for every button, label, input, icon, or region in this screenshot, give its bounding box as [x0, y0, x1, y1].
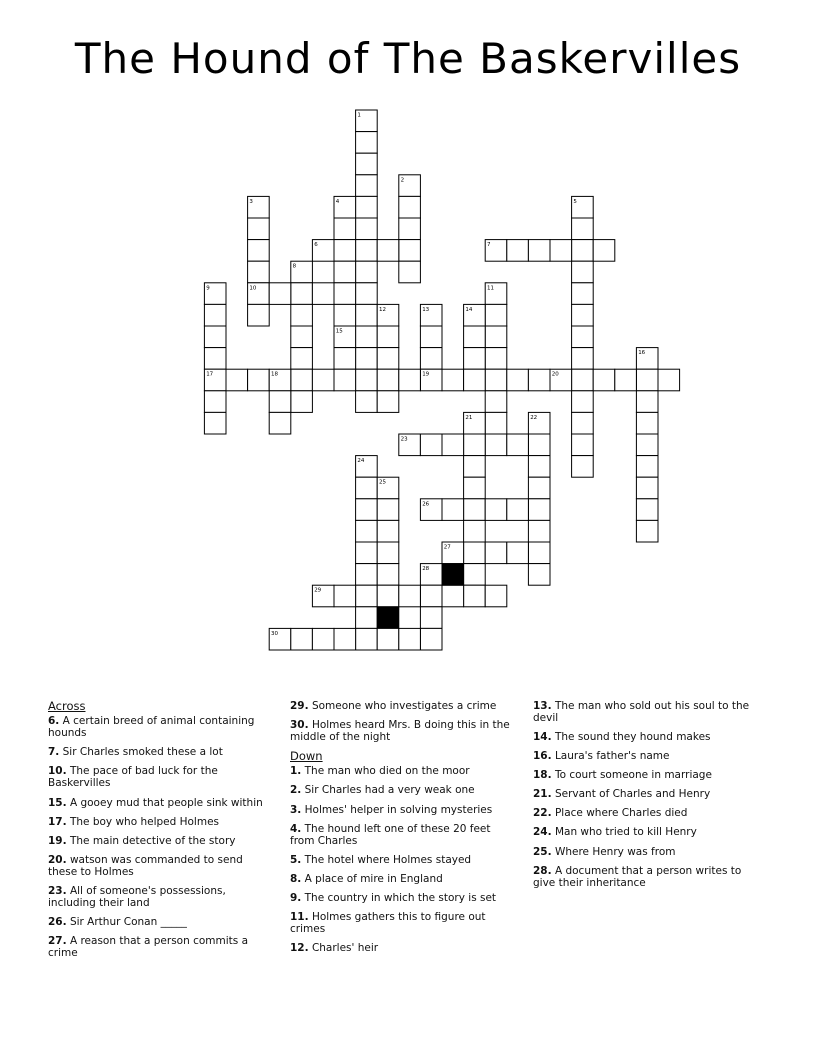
- grid-cell[interactable]: [356, 369, 378, 391]
- grid-cell[interactable]: [485, 326, 507, 348]
- grid-cell[interactable]: [420, 348, 442, 370]
- grid-cell[interactable]: [442, 585, 464, 607]
- grid-cell[interactable]: [528, 369, 550, 391]
- grid-cell[interactable]: [636, 369, 658, 391]
- clue-number: 10.: [48, 765, 67, 778]
- grid-cell[interactable]: [356, 326, 378, 348]
- grid-cell[interactable]: [334, 218, 356, 240]
- grid-cell[interactable]: [334, 261, 356, 283]
- grid-cell[interactable]: [399, 369, 421, 391]
- grid-cell[interactable]: [442, 434, 464, 456]
- grid-cell[interactable]: [636, 520, 658, 542]
- clue-number: 21.: [533, 788, 552, 801]
- clue-text: Place where Charles died: [551, 807, 688, 820]
- cell-number: 24: [357, 458, 365, 465]
- cell-number: 9: [206, 285, 210, 292]
- grid-cell[interactable]: [248, 261, 270, 283]
- grid-cell[interactable]: [248, 218, 270, 240]
- grid-cell[interactable]: [464, 326, 486, 348]
- grid-cell[interactable]: [377, 542, 399, 564]
- clue-item: [48, 916, 263, 928]
- grid-cell[interactable]: [464, 499, 486, 521]
- clue-text: Sir Arthur Conan _____: [66, 915, 187, 928]
- cell-number: 6: [314, 242, 318, 249]
- cell-number: 16: [638, 350, 646, 357]
- grid-cell[interactable]: [593, 240, 615, 262]
- cell-number: 2: [400, 177, 405, 184]
- clue-number: 3.: [290, 803, 302, 816]
- grid-cell[interactable]: [204, 391, 226, 413]
- grid-cell[interactable]: [572, 240, 594, 262]
- grid-cell[interactable]: [485, 542, 507, 564]
- grid-cell[interactable]: [528, 564, 550, 586]
- clue-text: Man who tried to kill Henry: [551, 826, 697, 839]
- clue-item: [48, 835, 263, 847]
- cell-number: 7: [487, 242, 491, 249]
- cell-number: 21: [465, 414, 473, 421]
- clue-item: [533, 750, 758, 762]
- clue-item: [290, 873, 512, 885]
- grid-cell[interactable]: [485, 434, 507, 456]
- grid-cell[interactable]: [356, 218, 378, 240]
- grid-cell[interactable]: [572, 391, 594, 413]
- cell-number: 17: [206, 371, 214, 378]
- clue-text: A gooey mud that people sink within: [66, 796, 263, 809]
- clue-text: Charles' heir: [308, 942, 379, 955]
- clue-text: The main detective of the story: [66, 834, 236, 847]
- clue-item: [290, 765, 512, 777]
- grid-cell[interactable]: [269, 391, 291, 413]
- grid-cell[interactable]: [291, 369, 313, 391]
- grid-cell[interactable]: [377, 369, 399, 391]
- grid-cell[interactable]: [377, 520, 399, 542]
- cell-number: 29: [314, 587, 322, 594]
- grid-cell[interactable]: [291, 348, 313, 370]
- grid-cell[interactable]: [485, 412, 507, 434]
- clue-text: The boy who helped Holmes: [66, 815, 220, 828]
- clue-text: watson was commanded to send these to Holmes: [48, 853, 243, 878]
- clue-text: The man who sold out his soul to the devil: [533, 700, 750, 725]
- cell-number: 19: [422, 371, 430, 378]
- cell-number: 5: [573, 198, 577, 205]
- grid-cell[interactable]: [356, 520, 378, 542]
- clue-item: [533, 731, 758, 743]
- grid-cell[interactable]: [334, 240, 356, 262]
- grid-cell[interactable]: [334, 585, 356, 607]
- grid-cell[interactable]: [377, 628, 399, 650]
- clue-column-1: [48, 700, 263, 966]
- clue-item: [48, 715, 263, 739]
- clue-number: 6.: [48, 715, 60, 728]
- grid-cell[interactable]: [377, 391, 399, 413]
- clue-text: Sir Charles had a very weak one: [301, 784, 475, 797]
- clue-number: 4.: [290, 822, 302, 835]
- grid-cell[interactable]: [485, 499, 507, 521]
- clue-text: Where Henry was from: [551, 845, 676, 858]
- clue-number: 23.: [48, 884, 67, 897]
- clue-text: Holmes gathers this to figure out crimes: [290, 910, 486, 935]
- grid-cell[interactable]: [572, 412, 594, 434]
- clue-text: The pace of bad luck for the Baskervilles: [48, 765, 218, 790]
- cell-number: 27: [443, 544, 451, 551]
- clue-item: [533, 865, 758, 889]
- clue-item: [290, 892, 512, 904]
- clue-item: [48, 765, 263, 789]
- grid-cell[interactable]: [485, 391, 507, 413]
- cell-number: 4: [335, 198, 340, 205]
- grid-cell[interactable]: [291, 326, 313, 348]
- grid-cell[interactable]: [269, 412, 291, 434]
- grid-cell[interactable]: [464, 564, 486, 586]
- black-cell: [442, 564, 464, 586]
- clue-item: [48, 935, 263, 959]
- grid-cell[interactable]: [356, 153, 378, 175]
- clue-item: [48, 746, 263, 758]
- grid-cell[interactable]: [356, 564, 378, 586]
- clue-item: [290, 942, 512, 954]
- grid-cell[interactable]: [507, 369, 529, 391]
- clue-text: A document that a person writes to give their inheritance: [533, 864, 742, 889]
- grid-cell[interactable]: [248, 369, 270, 391]
- clue-number: 11.: [290, 910, 309, 923]
- grid-cell[interactable]: [442, 369, 464, 391]
- cell-number: 14: [465, 306, 473, 313]
- cell-number: 25: [379, 479, 386, 486]
- across-heading: Across: [48, 699, 86, 713]
- clue-text: Someone who investigates a crime: [308, 700, 497, 712]
- grid-cell[interactable]: [420, 628, 442, 650]
- grid-cell[interactable]: [507, 240, 529, 262]
- cell-number: 22: [530, 414, 538, 421]
- grid-cell[interactable]: [377, 240, 399, 262]
- grid-cell[interactable]: [399, 240, 421, 262]
- grid-cell[interactable]: [334, 628, 356, 650]
- clue-number: 24.: [533, 826, 552, 839]
- grid-cell[interactable]: [485, 348, 507, 370]
- clue-number: 12.: [290, 942, 309, 955]
- clue-number: 9.: [290, 891, 302, 904]
- grid-cell[interactable]: [464, 542, 486, 564]
- cell-number: 30: [271, 630, 278, 637]
- grid-cell[interactable]: [356, 628, 378, 650]
- grid-cell[interactable]: [615, 369, 637, 391]
- grid-cell[interactable]: [528, 477, 550, 499]
- grid-cell[interactable]: [248, 240, 270, 262]
- grid-cell[interactable]: [399, 196, 421, 218]
- grid-cell[interactable]: [356, 196, 378, 218]
- black-cell: [377, 607, 399, 629]
- grid-cell[interactable]: [528, 456, 550, 478]
- clue-text: A place of mire in England: [301, 872, 443, 885]
- grid-cell[interactable]: [204, 326, 226, 348]
- grid-cell[interactable]: [269, 283, 291, 305]
- cell-number: 18: [271, 371, 278, 378]
- grid-cell[interactable]: [464, 348, 486, 370]
- grid-cell[interactable]: [356, 175, 378, 197]
- clue-item: [533, 700, 758, 724]
- grid-cell[interactable]: [593, 369, 615, 391]
- clue-number: 22.: [533, 807, 552, 820]
- clue-item: [48, 885, 263, 909]
- grid-cell[interactable]: [636, 499, 658, 521]
- grid-cell[interactable]: [572, 456, 594, 478]
- cell-number: 28: [422, 566, 430, 573]
- grid-cell[interactable]: [420, 326, 442, 348]
- grid-cell[interactable]: [356, 132, 378, 154]
- clue-number: 1.: [290, 765, 302, 778]
- clue-text: The sound they hound makes: [551, 731, 711, 744]
- grid-cell[interactable]: [356, 391, 378, 413]
- grid-cell[interactable]: [204, 304, 226, 326]
- clue-number: 5.: [290, 853, 302, 866]
- clue-number: 27.: [48, 935, 67, 948]
- clue-number: 29.: [290, 700, 309, 712]
- grid-cell[interactable]: [550, 240, 572, 262]
- clue-text: The hotel where Holmes stayed: [301, 853, 472, 866]
- clue-text: Sir Charles smoked these a lot: [59, 746, 223, 759]
- cell-number: 8: [292, 263, 297, 270]
- grid-cell[interactable]: [507, 499, 529, 521]
- grid-cell[interactable]: [356, 477, 378, 499]
- cell-number: 20: [551, 371, 559, 378]
- grid-cell[interactable]: [399, 628, 421, 650]
- grid-cell[interactable]: [528, 542, 550, 564]
- clue-column-3: [533, 700, 758, 896]
- grid-cell[interactable]: [312, 283, 334, 305]
- grid-cell[interactable]: [464, 520, 486, 542]
- grid-cell[interactable]: [636, 391, 658, 413]
- clue-item: [290, 700, 512, 712]
- clue-number: 17.: [48, 815, 67, 828]
- clue-item: [290, 823, 512, 847]
- grid-cell[interactable]: [356, 348, 378, 370]
- grid-cell[interactable]: [485, 369, 507, 391]
- grid-cell[interactable]: [334, 283, 356, 305]
- grid-cell[interactable]: [572, 283, 594, 305]
- grid-cell[interactable]: [485, 304, 507, 326]
- grid-cell[interactable]: [420, 434, 442, 456]
- grid-cell[interactable]: [291, 283, 313, 305]
- clue-text: All of someone's possessions, including their land: [48, 884, 226, 909]
- clue-number: 25.: [533, 845, 552, 858]
- clue-item: [290, 804, 512, 816]
- cell-number: 3: [249, 198, 253, 205]
- grid-cell[interactable]: [528, 240, 550, 262]
- grid-cell[interactable]: [420, 607, 442, 629]
- clue-item: [533, 788, 758, 800]
- grid-cell[interactable]: [377, 499, 399, 521]
- clue-item: [290, 911, 512, 935]
- clue-text: The man who died on the moor: [301, 765, 470, 778]
- clue-number: 28.: [533, 864, 552, 877]
- grid-cell[interactable]: [334, 304, 356, 326]
- clue-item: [290, 719, 512, 743]
- grid-cell[interactable]: [442, 499, 464, 521]
- clue-item: [48, 854, 263, 878]
- clue-text: Servant of Charles and Henry: [551, 788, 711, 801]
- clue-number: 30.: [290, 719, 309, 732]
- clue-item: [48, 816, 263, 828]
- clue-text: A certain breed of animal containing hounds: [48, 715, 255, 740]
- grid-cell[interactable]: [356, 261, 378, 283]
- grid-cell[interactable]: [572, 369, 594, 391]
- cell-number: 15: [335, 328, 343, 335]
- grid-cell[interactable]: [377, 326, 399, 348]
- clue-number: 8.: [290, 872, 302, 885]
- cell-number: 26: [422, 501, 430, 508]
- clue-text: The hound left one of these 20 feet from Charles: [290, 822, 491, 847]
- grid-cell[interactable]: [334, 348, 356, 370]
- cell-number: 11: [487, 285, 494, 292]
- grid-cell[interactable]: [248, 304, 270, 326]
- clue-text: Holmes heard Mrs. B doing this in the middle of the night: [290, 719, 510, 744]
- grid-cell[interactable]: [464, 477, 486, 499]
- grid-cell[interactable]: [226, 369, 248, 391]
- clue-number: 14.: [533, 731, 552, 744]
- grid-cell[interactable]: [464, 585, 486, 607]
- grid-cell[interactable]: [204, 412, 226, 434]
- clue-text: A reason that a person commits a crime: [48, 935, 249, 960]
- clue-item: [290, 784, 512, 796]
- grid-cell[interactable]: [528, 520, 550, 542]
- clue-item: [48, 797, 263, 809]
- grid-cell[interactable]: [356, 283, 378, 305]
- grid-cell[interactable]: [312, 628, 334, 650]
- grid-cell[interactable]: [636, 477, 658, 499]
- clue-item: [533, 846, 758, 858]
- grid-cell[interactable]: [356, 607, 378, 629]
- clue-number: 19.: [48, 834, 67, 847]
- clue-column-2: [290, 700, 512, 961]
- grid-cell[interactable]: [572, 348, 594, 370]
- grid-cell[interactable]: [572, 218, 594, 240]
- clue-number: 26.: [48, 915, 67, 928]
- grid-cell[interactable]: [528, 499, 550, 521]
- clue-text: The country in which the story is set: [301, 891, 497, 904]
- clue-item: [533, 826, 758, 838]
- cell-number: 23: [400, 436, 408, 443]
- grid-cell[interactable]: [334, 369, 356, 391]
- clue-text: To court someone in marriage: [551, 769, 712, 782]
- grid-cell[interactable]: [636, 456, 658, 478]
- grid-cell[interactable]: [399, 585, 421, 607]
- grid-cell[interactable]: [377, 585, 399, 607]
- clue-number: 18.: [533, 769, 552, 782]
- grid-cell[interactable]: [636, 412, 658, 434]
- cell-number: 10: [249, 285, 257, 292]
- clue-item: [290, 854, 512, 866]
- clue-number: 7.: [48, 746, 60, 759]
- cell-number: 12: [379, 306, 386, 313]
- clue-number: 15.: [48, 796, 67, 809]
- clue-text: Laura's father's name: [551, 750, 670, 763]
- grid-cell[interactable]: [204, 348, 226, 370]
- grid-cell[interactable]: [572, 304, 594, 326]
- clue-number: 13.: [533, 700, 552, 712]
- grid-cell[interactable]: [464, 434, 486, 456]
- grid-cell[interactable]: [356, 542, 378, 564]
- grid-cell[interactable]: [291, 628, 313, 650]
- grid-cell[interactable]: [291, 304, 313, 326]
- clue-number: 16.: [533, 750, 552, 763]
- grid-cell[interactable]: [312, 369, 334, 391]
- down-heading: Down: [290, 749, 323, 764]
- clue-text: Holmes' helper in solving mysteries: [301, 803, 493, 816]
- grid-cell[interactable]: [399, 218, 421, 240]
- page-title: The Hound of The Baskervilles: [74, 34, 742, 83]
- grid-cell[interactable]: [464, 369, 486, 391]
- grid-cell[interactable]: [420, 585, 442, 607]
- grid-cell[interactable]: [464, 456, 486, 478]
- grid-cell[interactable]: [572, 261, 594, 283]
- grid-cell[interactable]: [507, 542, 529, 564]
- grid-cell[interactable]: [399, 261, 421, 283]
- cell-number: 1: [357, 112, 361, 119]
- cell-number: 13: [422, 306, 430, 313]
- grid-cell[interactable]: [636, 434, 658, 456]
- grid-cell[interactable]: [356, 585, 378, 607]
- grid-cell[interactable]: [507, 434, 529, 456]
- grid-cell[interactable]: [356, 240, 378, 262]
- grid-cell[interactable]: [658, 369, 680, 391]
- clue-number: 2.: [290, 784, 302, 797]
- grid-cell[interactable]: [528, 434, 550, 456]
- grid-cell[interactable]: [291, 391, 313, 413]
- grid-cell[interactable]: [572, 326, 594, 348]
- clue-item: [533, 769, 758, 781]
- grid-cell[interactable]: [377, 348, 399, 370]
- clue-number: 20.: [48, 853, 67, 866]
- grid-cell[interactable]: [377, 564, 399, 586]
- grid-cell[interactable]: [356, 304, 378, 326]
- grid-cell[interactable]: [356, 499, 378, 521]
- grid-cell[interactable]: [485, 585, 507, 607]
- clue-item: [533, 807, 758, 819]
- grid-cell[interactable]: [572, 434, 594, 456]
